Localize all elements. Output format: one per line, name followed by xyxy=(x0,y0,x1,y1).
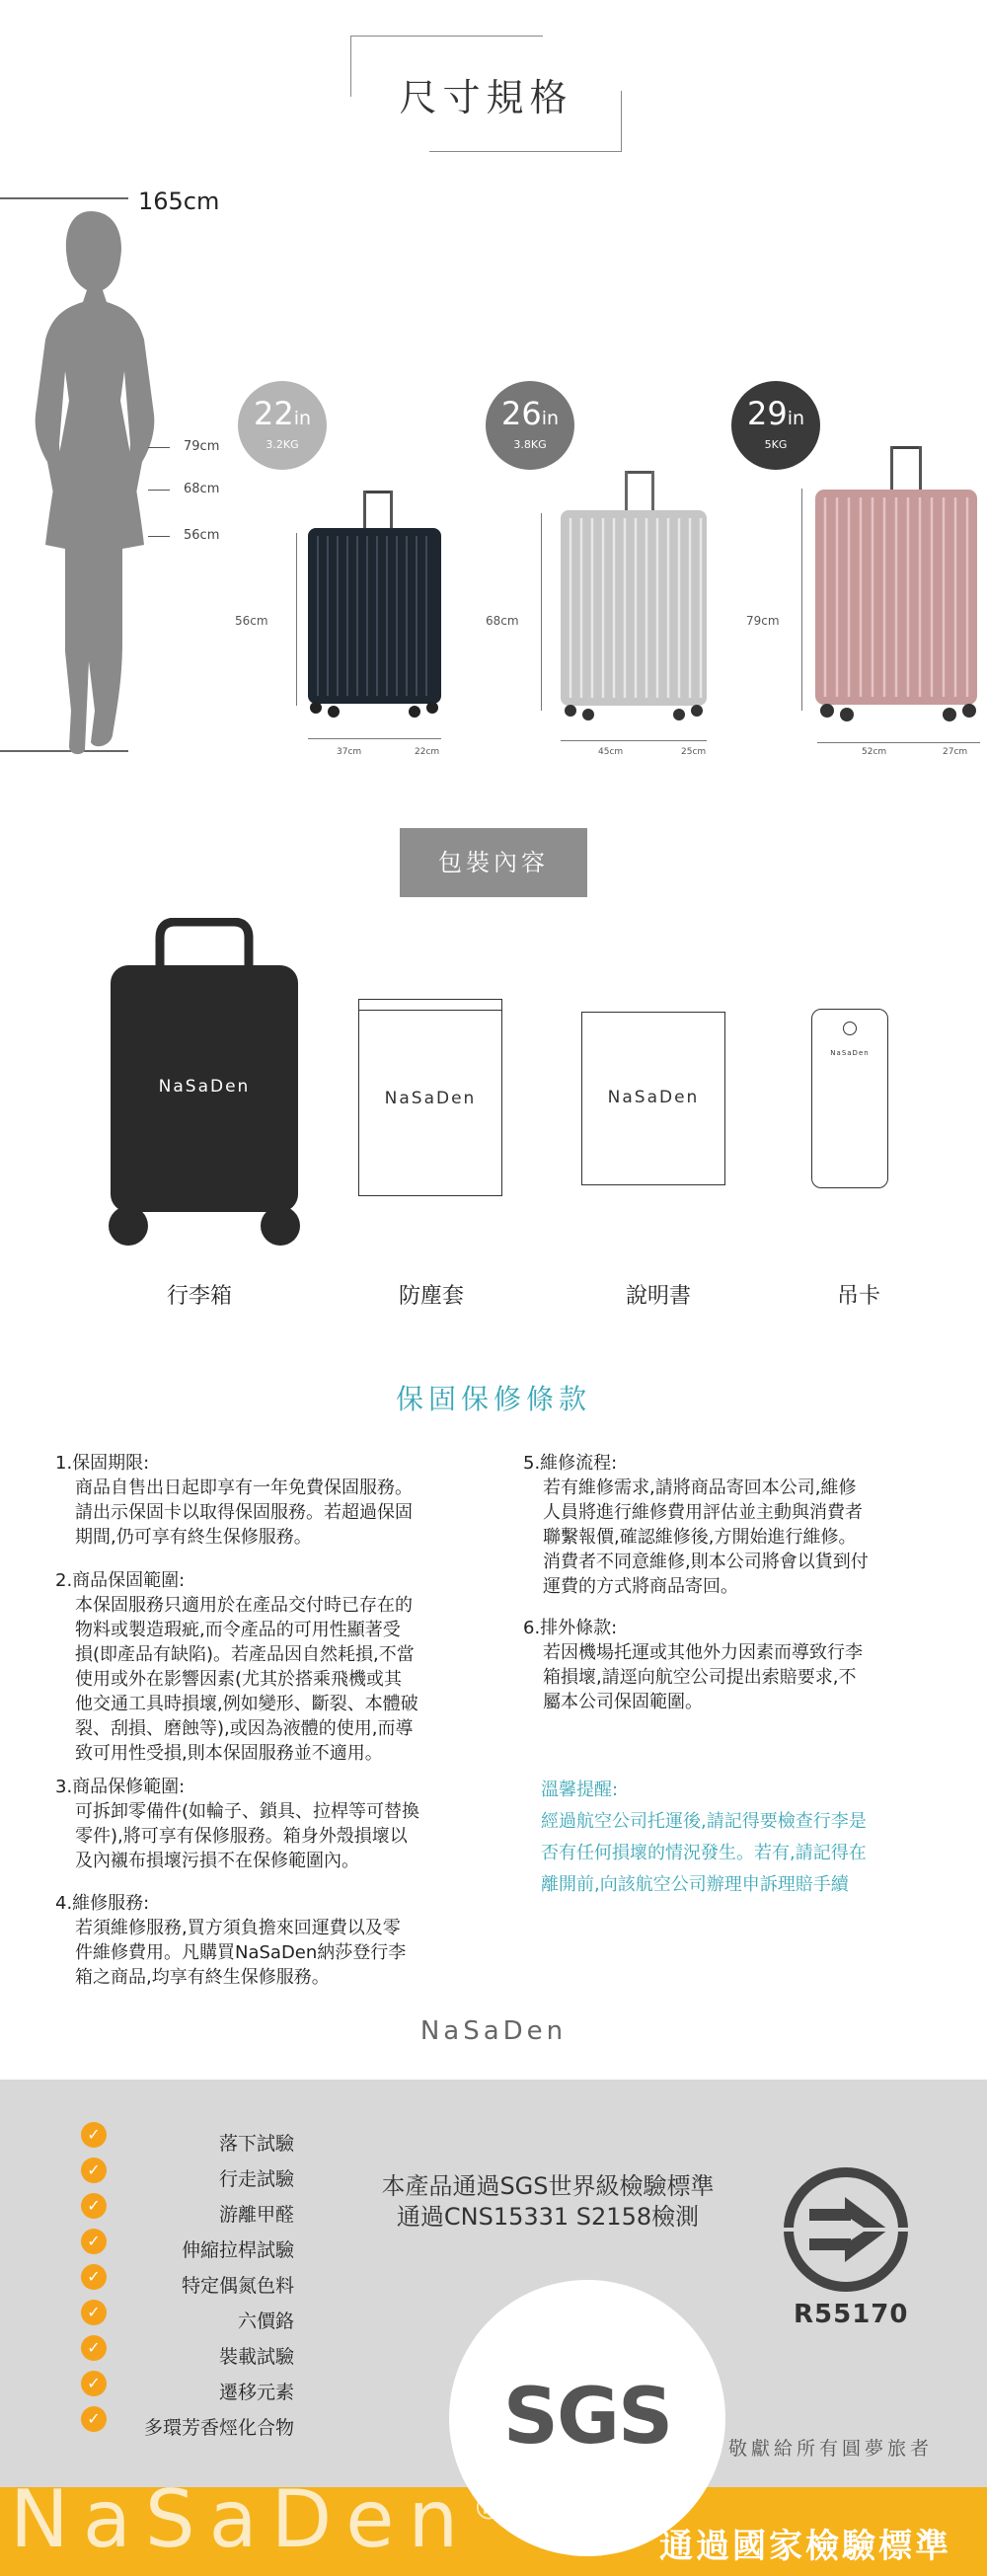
hang-tag-icon xyxy=(811,1009,888,1188)
hang-tag-brand: NaSaDen xyxy=(830,1049,870,1057)
case-depth-22: 22cm xyxy=(415,747,440,757)
clause-line: 聯繫報價,確認維修後,方開始進行維修。 xyxy=(543,1527,857,1548)
person-silhouette-icon xyxy=(0,197,220,760)
brand-watermark-text: NaSaDen xyxy=(10,2473,473,2565)
tribute-text: 敬獻給所有圓夢旅者 xyxy=(728,2438,934,2460)
badge-unit-26: in xyxy=(541,408,560,429)
clause-line: 屬本公司保固範圍。 xyxy=(543,1692,703,1712)
hang-tag-hole xyxy=(843,1022,857,1035)
test-item: 伸縮拉桿試驗 xyxy=(181,2239,294,2261)
height-mark-68: 68cm xyxy=(184,482,220,496)
case-height-22: 56cm xyxy=(235,614,268,628)
person-height-label: 165cm xyxy=(138,188,220,215)
clause-line: 物料或製造瑕疵,而令產品的可用性顯著受 xyxy=(75,1620,401,1640)
suitcase-22-icon xyxy=(296,489,444,730)
check-icon: ✓ xyxy=(81,2335,107,2361)
badge-unit-22: in xyxy=(293,408,312,429)
cert-statement-1: 本產品通過SGS世界級檢驗標準 xyxy=(381,2172,715,2200)
footer-brand-logo: NaSaDen xyxy=(419,2016,568,2046)
clause-line: 箱之商品,均享有終生保修服務。 xyxy=(75,1967,330,1988)
size-spec-title-frame xyxy=(350,36,622,152)
clause-head: 2.商品保固範圍: xyxy=(55,1570,186,1591)
clause-line: 請出示保固卡以取得保固服務。若超過保固 xyxy=(75,1502,413,1523)
clause-line: 可拆卸零備件(如輪子、鎖具、拉桿等可替換 xyxy=(75,1801,420,1822)
test-item: 落下試驗 xyxy=(218,2133,294,2155)
clause-line: 若須維修服務,買方須負擔來回運費以及零 xyxy=(75,1918,401,1938)
height-tick-68 xyxy=(148,490,170,491)
test-item: 遷移元素 xyxy=(218,2382,294,2403)
reminder-head: 溫馨提醒: xyxy=(541,1780,619,1800)
check-icon: ✓ xyxy=(81,2406,107,2432)
brand-watermark: NaSaDen® xyxy=(10,2473,520,2565)
clause-head: 4.維修服務: xyxy=(55,1893,150,1914)
check-icon: ✓ xyxy=(81,2158,107,2183)
size-badge-22 xyxy=(238,381,327,470)
check-icon: ✓ xyxy=(81,2371,107,2396)
suitcase-26-icon xyxy=(553,469,711,735)
test-item: 多環芳香烴化合物 xyxy=(143,2417,294,2439)
suitcase-brand: NaSaDen xyxy=(158,1077,251,1097)
manual-brand: NaSaDen xyxy=(607,1088,700,1107)
test-item: 裝載試驗 xyxy=(218,2346,294,2368)
warranty-title: 保固保修條款 xyxy=(395,1383,591,1415)
clause-head: 1.保固期限: xyxy=(55,1453,150,1474)
package-item-suitcase: 行李箱 xyxy=(166,1284,232,1309)
badge-unit-29: in xyxy=(787,408,805,429)
check-icon: ✓ xyxy=(81,2122,107,2148)
clause-line: 若因機場托運或其他外力因素而導致行李 xyxy=(543,1642,863,1663)
height-mark-79: 79cm xyxy=(184,439,220,454)
case-depth-29: 27cm xyxy=(943,747,968,757)
clause-line: 期間,仍可享有終生保修服務。 xyxy=(75,1527,312,1548)
sgs-logo: SGS xyxy=(502,2373,672,2462)
bsmi-certification-icon xyxy=(780,2163,913,2297)
package-item-manual: 說明書 xyxy=(625,1284,691,1309)
warranty-clause-4 xyxy=(55,1891,490,1990)
manual-icon xyxy=(581,1012,725,1185)
clause-head: 5.維修流程: xyxy=(523,1453,618,1474)
case-depth-26: 25cm xyxy=(681,747,707,757)
case-width-29: 52cm xyxy=(862,747,887,757)
warranty-reminder xyxy=(541,1775,975,1901)
clause-line: 裂、刮損、磨蝕等),或因為液體的使用,而導 xyxy=(75,1718,414,1739)
clause-line: 使用或外在影響因素(尤其於搭乘飛機或其 xyxy=(75,1669,403,1690)
clause-line: 件維修費用。凡購買NaSaDen納莎登行李 xyxy=(75,1942,407,1963)
dim-width-line-29 xyxy=(817,742,980,743)
clause-line: 消費者不同意維修,則本公司將會以貨到付 xyxy=(543,1552,869,1572)
warranty-clause-6 xyxy=(523,1616,957,1714)
case-height-26: 68cm xyxy=(486,614,519,628)
case-width-22: 37cm xyxy=(337,747,362,757)
badge-size-22: 22 xyxy=(253,395,294,432)
size-spec-title: 尺寸規格 xyxy=(399,76,573,119)
clause-line: 損(即產品有缺陷)。若產品因自然耗損,不當 xyxy=(75,1644,415,1665)
cert-statement-2: 通過CNS15331 S2158檢測 xyxy=(396,2203,700,2231)
check-icon: ✓ xyxy=(81,2300,107,2325)
clause-line: 本保固服務只適用於在產品交付時已存在的 xyxy=(75,1595,413,1616)
clause-line: 商品自售出日起即享有一年免費保固服務。 xyxy=(75,1477,413,1498)
dim-height-line-26 xyxy=(541,513,542,711)
package-item-dust-cover: 防塵套 xyxy=(398,1284,464,1309)
check-icon: ✓ xyxy=(81,2229,107,2254)
suitcase-29-icon xyxy=(809,444,987,735)
badge-weight-26: 3.8KG xyxy=(513,438,547,451)
clause-line: 他交通工具時損壞,例如變形、斷裂、本體破 xyxy=(75,1694,418,1714)
check-icon: ✓ xyxy=(81,2193,107,2219)
clause-line: 人員將進行維修費用評估並主動與消費者 xyxy=(543,1502,863,1523)
dim-width-line-26 xyxy=(561,740,707,741)
dim-height-line-22 xyxy=(296,533,297,706)
package-item-hang-tag: 吊卡 xyxy=(836,1284,880,1309)
warranty-clause-1 xyxy=(55,1451,490,1550)
package-title: 包裝內容 xyxy=(400,828,587,897)
case-height-29: 79cm xyxy=(746,614,780,628)
test-item: 六價鉻 xyxy=(237,2311,294,2332)
warranty-clause-3 xyxy=(55,1775,490,1873)
case-width-26: 45cm xyxy=(598,747,624,757)
suitcase-icon xyxy=(99,918,306,1253)
reminder-line: 否有任何損壞的情況發生。若有,請記得在 xyxy=(541,1843,867,1863)
badge-weight-22: 3.2KG xyxy=(266,438,299,451)
dim-height-line-29 xyxy=(801,489,802,711)
height-tick-56 xyxy=(148,536,170,537)
national-standard-text: 通過國家檢驗標準 xyxy=(659,2527,951,2566)
badge-weight-29: 5KG xyxy=(764,438,788,451)
test-item: 游離甲醛 xyxy=(218,2204,294,2226)
clause-head: 6.排外條款: xyxy=(523,1618,618,1638)
dust-cover-brand: NaSaDen xyxy=(384,1089,477,1108)
dust-cover-icon xyxy=(358,999,502,1196)
height-mark-56: 56cm xyxy=(184,528,220,543)
badge-size-29: 29 xyxy=(746,395,788,432)
clause-line: 及內襯布損壞污損不在保修範圍內。 xyxy=(75,1851,359,1871)
clause-head: 3.商品保修範圍: xyxy=(55,1777,186,1797)
test-item: 行走試驗 xyxy=(218,2168,294,2190)
badge-size-26: 26 xyxy=(500,395,542,432)
size-badge-26 xyxy=(486,381,574,470)
test-item: 特定偶氮色料 xyxy=(181,2275,294,2297)
certification-code: R55170 xyxy=(794,2300,909,2329)
size-badge-29 xyxy=(731,381,820,470)
warranty-clause-2 xyxy=(55,1568,490,1766)
clause-line: 零件),將可享有保修服務。箱身外殼損壞以 xyxy=(75,1826,408,1847)
clause-line: 若有維修需求,請將商品寄回本公司,維修 xyxy=(543,1477,857,1498)
dim-width-line-22 xyxy=(308,738,441,739)
reminder-line: 離開前,向該航空公司辦理申訴理賠手續 xyxy=(541,1874,849,1895)
check-icon: ✓ xyxy=(81,2264,107,2290)
clause-line: 箱損壞,請逕向航空公司提出索賠要求,不 xyxy=(543,1667,857,1688)
clause-line: 運費的方式將商品寄回。 xyxy=(543,1576,738,1597)
height-tick-79 xyxy=(148,447,170,448)
warranty-clause-5 xyxy=(523,1451,957,1599)
reminder-line: 經過航空公司托運後,請記得要檢查行李是 xyxy=(541,1811,867,1832)
clause-line: 致可用性受損,則本保固服務並不適用。 xyxy=(75,1743,383,1764)
